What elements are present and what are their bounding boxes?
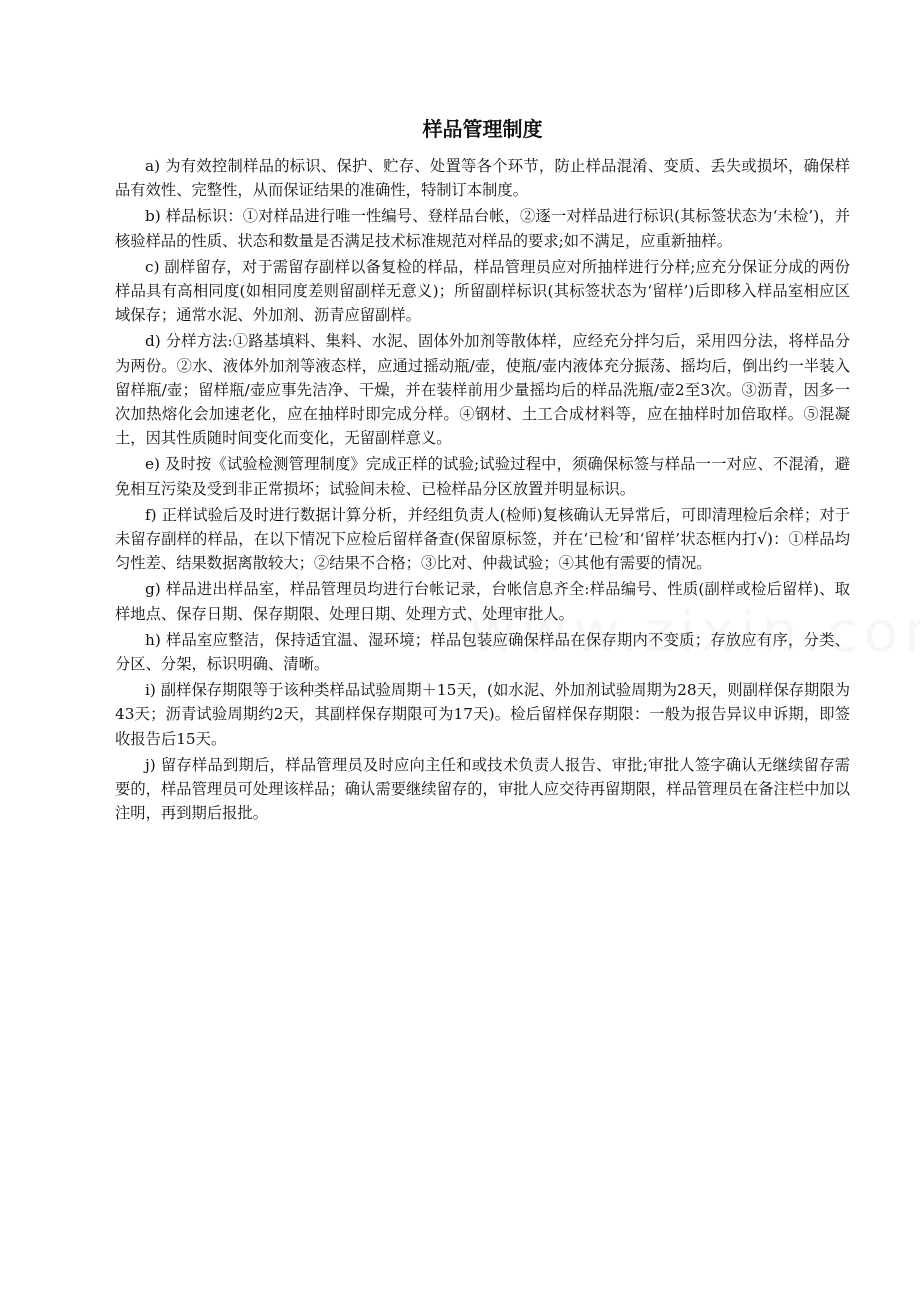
paragraph-a: a) 为有效控制样品的标识、保护、贮存、处置等各个环节，防止样品混淆、变质、丢失或损坏，确保样品有效性、完整性，从而保证结果的准确性，特制订本制度。 (115, 157, 850, 200)
paragraph-e: e) 及时按《试验检测管理制度》完成正样的试验;试验过程中，须确保标签与样品一一对应、不混淆，避免相互污染及受到非正常损坏；试验间未检、已检样品分区放置并明显标识。 (115, 455, 850, 498)
paragraph-c: c) 副样留存，对于需留存副样以备复检的样品，样品管理员应对所抽样进行分样;应充分保证分成的两份样品具有高相同度(如相同度差则留副样无意义)；所留副样标识(其标签状态为‘留样’)后即移入样品室相应区域保存；通常水泥、外加剂、沥青应留副样。 (115, 257, 850, 325)
paragraph-i: i) 副样保存期限等于该种类样品试验周期＋15天，(如水泥、外加剂试验周期为28天，则副样保存期限为43天；沥青试验周期约2天，其副样保存期限可为17天)。检后留样保存期限：一般为报告异议申诉期，即签收报告后15天。 (115, 681, 850, 748)
paragraph-d: d) 分样方法:①路基填料、集料、水泥、固体外加剂等散体样，应经充分拌匀后，采用四分法，将样品分为两份。②水、液体外加剂等液态样，应通过摇动瓶/壶，使瓶/壶内液体充分振荡、摇均后，倒出约一半装入留样瓶/壶；留样瓶/壶应事先洁净、干燥，并在装样前用少量摇均后的样品洗瓶/壶2至3次。③沥青，因多一次加热熔化会加速老化，应在抽样时即完成分样。④钢材、土工合成材料等，应在抽样时加倍取样。⑤混凝土，因其性质随时间变化而变化，无留副样意义。 (115, 332, 850, 448)
paragraph-j: j) 留存样品到期后，样品管理员及时应向主任和或技术负责人报告、审批;审批人签字确认无继续留存需要的，样品管理员可处理该样品；确认需要继续留存的，审批人应交待再留期限，样品管理员在备注栏中加以注明，再到期后报批。 (115, 755, 850, 823)
document-page (115, 112, 850, 825)
paragraph-g: g) 样品进出样品室，样品管理员均进行台帐记录，台帐信息齐全:样品编号、性质(副样或检后留样)、取样地点、保存日期、保存期限、处理日期、处理方式、处理审批人。 (115, 580, 850, 623)
paragraph-h: h) 样品室应整洁，保持适宜温、湿环境；样品包装应确保样品在保存期内不变质；存放应有序，分类、分区、分架，标识明确、清晰。 (115, 630, 850, 674)
paragraph-b: b) 样品标识：①对样品进行唯一性编号、登样品台帐，②逐一对样品进行标识(其标签状态为‘未检’)，并核验样品的性质、状态和数量是否满足技术标准规范对样品的要求;如不满足，应重新抽样。 (115, 207, 850, 250)
document-title: 样品管理制度 (422, 117, 543, 141)
paragraph-f: f) 正样试验后及时进行数据计算分析，并经组负责人(检师)复核确认无异常后，可即清理检后余样；对于未留存副样的样品，在以下情况下应检后留样备查(保留原标签，并在‘已检’和‘留样’状态框内打√)：①样品均匀性差、结果数据离散较大；②结果不合格；③比对、仲裁试验；④其他有需要的情况。 (115, 505, 850, 573)
